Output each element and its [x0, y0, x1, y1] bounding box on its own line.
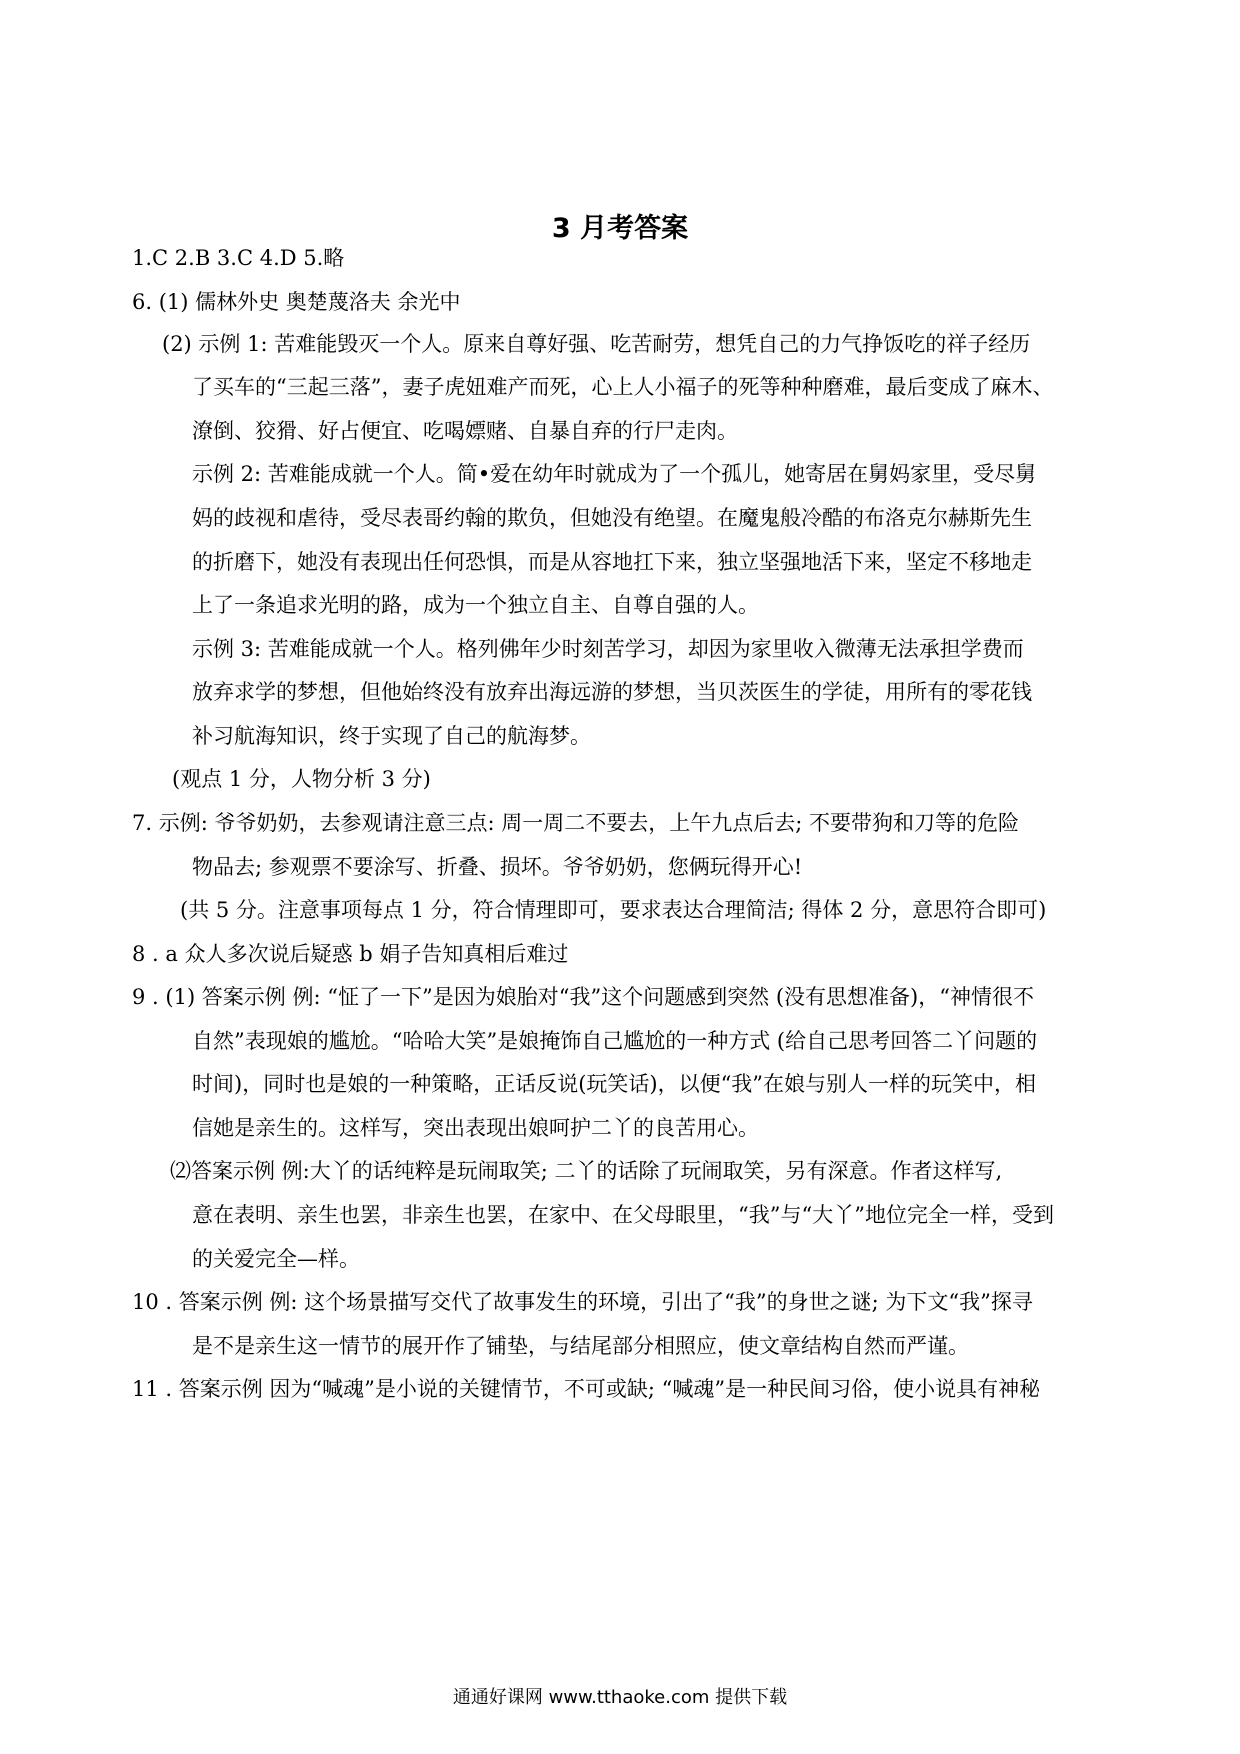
answer-line: 自然”表现娘的尴尬。“哈哈大笑”是娘掩饰自己尴尬的一种方式 (给自己思考回答二丫问题的	[192, 1029, 1038, 1053]
answer-line: 11 . 答案示例 因为“喊魂”是小说的关键情节，不可或缺; “喊魂”是一种民间习俗，使小说具有神秘	[132, 1377, 1041, 1401]
answer-line: 妈的歧视和虐待，受尽表哥约翰的欺负，但她没有绝望。在魔鬼般冷酷的布洛克尔赫斯先生	[192, 506, 1032, 530]
answer-line: 示例 2: 苦难能成就一个人。简•爱在幼年时就成为了一个孤儿，她寄居在舅妈家里，受尽舅	[192, 462, 1037, 486]
answer-line: 了买车的“三起三落”，妻子虎妞难产而死，心上人小福子的死等种种磨难，最后变成了麻木、	[192, 375, 1054, 399]
answer-line: 示例 3: 苦难能成就一个人。格列佛年少时刻苦学习，却因为家里收入微薄无法承担学费而	[192, 637, 1024, 661]
answer-line: 9 . (1) 答案示例 例: “怔了一下”是因为娘胎对“我”这个问题感到突然 (没有思想准备)，“神情很不	[132, 985, 1034, 1009]
answer-line: 补习航海知识，终于实现了自己的航海梦。	[192, 724, 591, 748]
answer-line: 7. 示例: 爷爷奶奶，去参观请注意三点: 周一周二不要去，上午九点后去; 不要带狗和刀等的危险	[132, 811, 1019, 835]
answer-line: 信她是亲生的。这样写，突出表现出娘呵护二丫的良苦用心。	[192, 1116, 759, 1140]
answer-line: 是不是亲生这一情节的展开作了铺垫，与结尾部分相照应，使文章结构自然而严谨。	[192, 1334, 969, 1358]
page-title: 3 月考答案	[551, 213, 689, 244]
answer-line: 时间)，同时也是娘的一种策略，正话反说(玩笑话)，以便“我”在娘与别人一样的玩笑中，相	[192, 1072, 1037, 1096]
answer-line: (2) 示例 1: 苦难能毁灭一个人。原来自尊好强、吃苦耐劳，想凭自己的力气挣饭吃的祥子经历	[162, 332, 1031, 356]
answer-line: (共 5 分。注意事项每点 1 分，符合情理即可，要求表达合理简洁; 得体 2 分，意思符合即可)	[180, 898, 1047, 922]
answer-line: 的关爱完全—样。	[192, 1247, 360, 1271]
answer-line: 潦倒、狡猾、好占便宜、吃喝嫖赌、自暴自弃的行尸走肉。	[192, 419, 738, 443]
answer-line: 10 . 答案示例 例: 这个场景描写交代了故事发生的环境，引出了“我”的身世之谜; 为下文“我”探寻	[132, 1290, 1033, 1314]
answer-line: 8 . a 众人多次说后疑惑 b 娟子告知真相后难过	[132, 942, 569, 966]
answer-line: 意在表明、亲生也罢，非亲生也罢，在家中、在父母眼里，“我”与“大丫”地位完全一样，受到	[192, 1203, 1054, 1227]
answer-line: (观点 1 分，人物分析 3 分)	[172, 767, 431, 791]
answer-line: ⑵答案示例 例:大丫的话纯粹是玩闹取笑; 二丫的话除了玩闹取笑，另有深意。作者这样写,	[170, 1159, 1003, 1183]
answer-line: 放弃求学的梦想，但他始终没有放弃出海远游的梦想，当贝茨医生的学徒，用所有的零花钱	[192, 680, 1032, 704]
answer-line: 物品去; 参观票不要涂写、折叠、损坏。爷爷奶奶，您俩玩得开心!	[192, 855, 803, 879]
answer-line: 的折磨下，她没有表现出任何恐惧，而是从容地扛下来，独立坚强地活下来，坚定不移地走	[192, 550, 1032, 574]
footer-text: 通通好课网 www.tthaoke.com 提供下载	[452, 1687, 788, 1708]
answer-line: 6. (1) 儒林外史 奥楚蔑洛夫 余光中	[132, 290, 461, 314]
answer-line: 上了一条追求光明的路，成为一个独立自主、自尊自强的人。	[192, 593, 759, 617]
answer-line: 1.C 2.B 3.C 4.D 5.略	[132, 246, 345, 270]
